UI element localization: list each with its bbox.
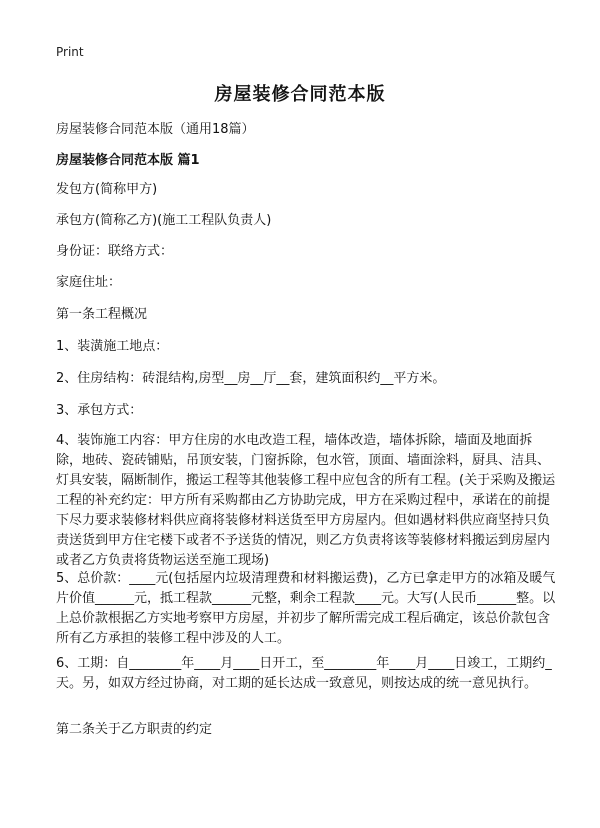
print-label[interactable]: Print	[56, 45, 84, 59]
party-b-line: 承包方(简称乙方)(施工工程队负责人)	[56, 213, 272, 228]
id-contact-line: 身份证：联络方式：	[56, 244, 174, 259]
document-subtitle: 房屋装修合同范本版（通用18篇）	[56, 122, 255, 137]
article-2-heading: 第二条关于乙方职责的约定	[56, 722, 213, 737]
article-1-heading: 第一条工程概况	[56, 307, 148, 322]
item-4: 4、装饰施工内容：甲方住房的水电改造工程，墙体改造，墙体拆除，墙面及地面拆除，地砖、瓷砖铺贴，吊顶安装，门窗拆除，包水管，顶面、墙面涂料，厨具、洁具、灯具安装，隔断制作，搬运工程等其他装修工程中应包含的所有工程。(关于采购及搬运工程的补充约定：甲方所有采购都由乙方协助完成，甲方在采购过程中，承诺在的前提下尽力要求装修材料供应商将装修材料送货至甲方房屋内。但如遇材料供应商坚持只负责送货到甲方住宅楼下或者不予送货的情况，则乙方负责将该等装修材料搬运到房屋内或者乙方负责将货物运送至施工现场)	[56, 433, 556, 568]
address-line: 家庭住址：	[56, 275, 122, 290]
item-6: 6、工期：自________年____月____日开工，至________年____月____日竣工，工期约_天。另，如双方经过协商，对工期的延长达成一致意见，则按达成的统一意见执行。	[56, 656, 552, 691]
item-1: 1、装潢施工地点：	[56, 339, 169, 354]
party-a-line: 发包方(简称甲方)	[56, 182, 158, 197]
item-2: 2、住房结构：砖混结构,房型__房__厅__套，建筑面积约__平方米。	[56, 371, 446, 386]
item-5: 5、总价款：____元(包括屋内垃圾清理费和材料搬运费)，乙方已拿走甲方的冰箱及暖气片价值______元，抵工程款______元整，剩余工程款____元。大写(人民币______整。以上总价款根据乙方实地考察甲方房屋，并初步了解所需完成工程后确定，该总价款包含所有乙方承担的装修工程中涉及的人工。	[56, 571, 556, 646]
item-3: 3、承包方式：	[56, 403, 143, 418]
section-heading: 房屋装修合同范本版 篇1	[56, 153, 200, 168]
document-title: 房屋装修合同范本版	[214, 84, 386, 105]
